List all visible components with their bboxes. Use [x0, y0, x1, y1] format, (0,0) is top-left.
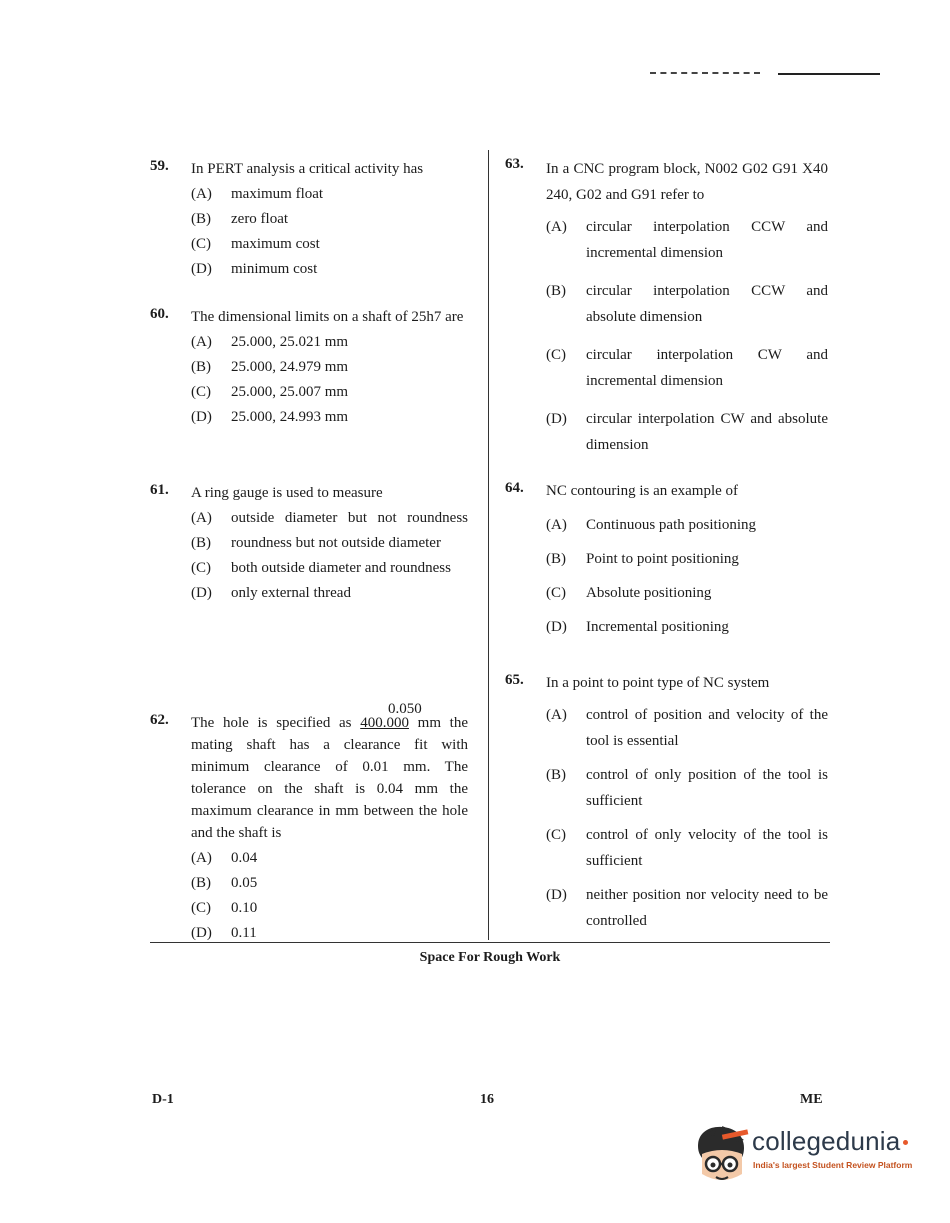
- option-text: roundness but not outside diameter: [231, 535, 441, 551]
- option-c[interactable]: [191, 233, 468, 255]
- option-label: (B): [546, 767, 566, 783]
- option-b[interactable]: [546, 278, 828, 330]
- option-a[interactable]: [191, 331, 468, 353]
- question-number: 60.: [150, 306, 169, 322]
- option-text: 0.10: [231, 900, 258, 916]
- question-text: [191, 708, 468, 844]
- option-text: 25.000, 25.007 mm: [231, 384, 349, 400]
- page-number: 16: [480, 1092, 494, 1107]
- question-number: 65.: [505, 672, 524, 688]
- option-label: (D): [546, 619, 567, 635]
- brand-name: collegedunia: [752, 1126, 901, 1156]
- option-b[interactable]: [191, 872, 468, 894]
- option-d[interactable]: [546, 406, 828, 458]
- option-a[interactable]: [546, 514, 828, 536]
- option-text: both outside diameter and roundness: [231, 560, 451, 576]
- option-label: (B): [546, 283, 566, 299]
- option-label: (C): [546, 347, 566, 363]
- option-text: only external thread: [231, 585, 351, 601]
- column-divider: [488, 150, 489, 940]
- option-label: (A): [546, 219, 567, 235]
- options-list: [546, 214, 828, 458]
- option-d[interactable]: [191, 406, 468, 428]
- option-text: Point to point positioning: [586, 551, 739, 567]
- option-text: 25.000, 24.993 mm: [231, 409, 349, 425]
- options-list: [546, 702, 828, 934]
- option-label: (C): [546, 585, 566, 601]
- question-59: [150, 158, 468, 280]
- question-61: [150, 482, 468, 604]
- paper-code: D-1: [152, 1092, 174, 1107]
- option-b[interactable]: [191, 532, 468, 554]
- options-list: [191, 507, 468, 604]
- option-label: (D): [191, 409, 212, 425]
- option-a[interactable]: [191, 507, 468, 529]
- option-b[interactable]: [191, 356, 468, 378]
- option-text: maximum float: [231, 186, 324, 202]
- option-text: neither position nor velocity need to be controlled: [586, 887, 828, 929]
- option-d[interactable]: [546, 616, 828, 638]
- option-label: (C): [191, 236, 211, 252]
- option-label: (A): [191, 334, 212, 350]
- header-solid-line: [778, 73, 880, 75]
- option-text: Absolute positioning: [586, 585, 712, 601]
- rough-work-label: Space For Rough Work: [419, 950, 561, 965]
- option-label: (C): [191, 900, 211, 916]
- question-number: 59.: [150, 158, 169, 174]
- option-label: (C): [191, 384, 211, 400]
- option-label: (D): [191, 585, 212, 601]
- question-64: [505, 480, 828, 638]
- option-text: 0.05: [231, 875, 258, 891]
- option-text: outside diameter but not roundness: [231, 510, 468, 526]
- option-text: control of only velocity of the tool is sufficient: [586, 827, 828, 869]
- question-text: NC contouring is an example of: [546, 483, 739, 499]
- option-text: zero float: [231, 211, 289, 227]
- question-number: 62.: [150, 712, 169, 728]
- question-text: In PERT analysis a critical activity has: [191, 161, 424, 177]
- options-list: [191, 331, 468, 428]
- option-b[interactable]: [546, 762, 828, 814]
- option-label: (A): [191, 186, 212, 202]
- question-60: [150, 306, 468, 428]
- option-label: (B): [546, 551, 566, 567]
- option-c[interactable]: [191, 381, 468, 403]
- option-text: minimum cost: [231, 261, 318, 277]
- option-d[interactable]: [191, 582, 468, 604]
- question-number: 63.: [505, 156, 524, 172]
- option-label: (D): [546, 887, 567, 903]
- option-label: (B): [191, 359, 211, 375]
- options-list: [546, 514, 828, 638]
- option-text: 25.000, 24.979 mm: [231, 359, 349, 375]
- question-text-post: mm the mating shaft has a clearance fit with minimum clearance of 0.01 mm. The tolerance on the shaft is 0.04 mm the maximum clearance in mm between the hole and the shaft is: [191, 715, 468, 841]
- option-label: (D): [546, 411, 567, 427]
- option-b[interactable]: [191, 208, 468, 230]
- option-label: (A): [191, 850, 212, 866]
- option-c[interactable]: [546, 342, 828, 394]
- question-text-pre: The hole is specified as: [191, 715, 352, 731]
- option-text: 0.04: [231, 850, 258, 866]
- subject-code: ME: [800, 1092, 823, 1107]
- option-a[interactable]: [546, 702, 828, 754]
- student-mascot-icon: [692, 1124, 750, 1190]
- option-c[interactable]: [546, 822, 828, 874]
- option-label: (A): [191, 510, 212, 526]
- question-text: The dimensional limits on a shaft of 25h7 are: [191, 309, 464, 325]
- option-label: (A): [546, 517, 567, 533]
- option-d[interactable]: [191, 922, 468, 944]
- question-65: [505, 672, 828, 934]
- question-text: A ring gauge is used to measure: [191, 485, 383, 501]
- header-mark: [650, 68, 880, 82]
- question-text: In a CNC program block, N002 G02 G91 X40 240, G02 and G91 refer to: [546, 161, 828, 203]
- tolerance-basic-size: 400.000: [360, 715, 409, 731]
- option-label: (D): [191, 261, 212, 277]
- brand-tagline: India's largest Student Review Platform: [753, 1160, 913, 1170]
- option-text: circular interpolation CCW and incremental dimension: [586, 219, 828, 261]
- option-text: Incremental positioning: [586, 619, 729, 635]
- option-text: control of position and velocity of the tool is essential: [586, 707, 828, 749]
- option-text: circular interpolation CW and absolute dimension: [586, 411, 828, 453]
- option-label: (B): [191, 211, 211, 227]
- option-label: (D): [191, 925, 212, 941]
- question-text: In a point to point type of NC system: [546, 675, 770, 691]
- option-text: circular interpolation CCW and absolute dimension: [586, 283, 828, 325]
- option-c[interactable]: [191, 897, 468, 919]
- options-list: [191, 183, 468, 280]
- option-a[interactable]: [191, 847, 468, 869]
- question-number: 64.: [505, 480, 524, 496]
- option-b[interactable]: [546, 548, 828, 570]
- header-dash-line: [650, 72, 760, 74]
- option-c[interactable]: [546, 582, 828, 604]
- option-text: 0.11: [231, 925, 257, 941]
- bottom-rule: [150, 942, 830, 943]
- option-label: (C): [546, 827, 566, 843]
- question-number: 61.: [150, 482, 169, 498]
- option-text: Continuous path positioning: [586, 517, 757, 533]
- option-label: (C): [191, 560, 211, 576]
- option-text: maximum cost: [231, 236, 320, 252]
- option-text: circular interpolation CW and incremental dimension: [586, 347, 828, 389]
- option-d[interactable]: [546, 882, 828, 934]
- brand-dot: [903, 1140, 908, 1145]
- question-63: [505, 156, 828, 458]
- option-a[interactable]: [191, 183, 468, 205]
- tolerance-upper-deviation: 0.050: [388, 701, 422, 717]
- option-d[interactable]: [191, 258, 468, 280]
- brand-logo: [692, 1120, 922, 1192]
- options-list: [191, 847, 468, 944]
- option-text: 25.000, 25.021 mm: [231, 334, 349, 350]
- option-label: (B): [191, 875, 211, 891]
- option-text: control of only position of the tool is sufficient: [586, 767, 828, 809]
- option-label: (A): [546, 707, 567, 723]
- option-c[interactable]: [191, 557, 468, 579]
- option-label: (B): [191, 535, 211, 551]
- question-62: [150, 701, 468, 944]
- option-a[interactable]: [546, 214, 828, 266]
